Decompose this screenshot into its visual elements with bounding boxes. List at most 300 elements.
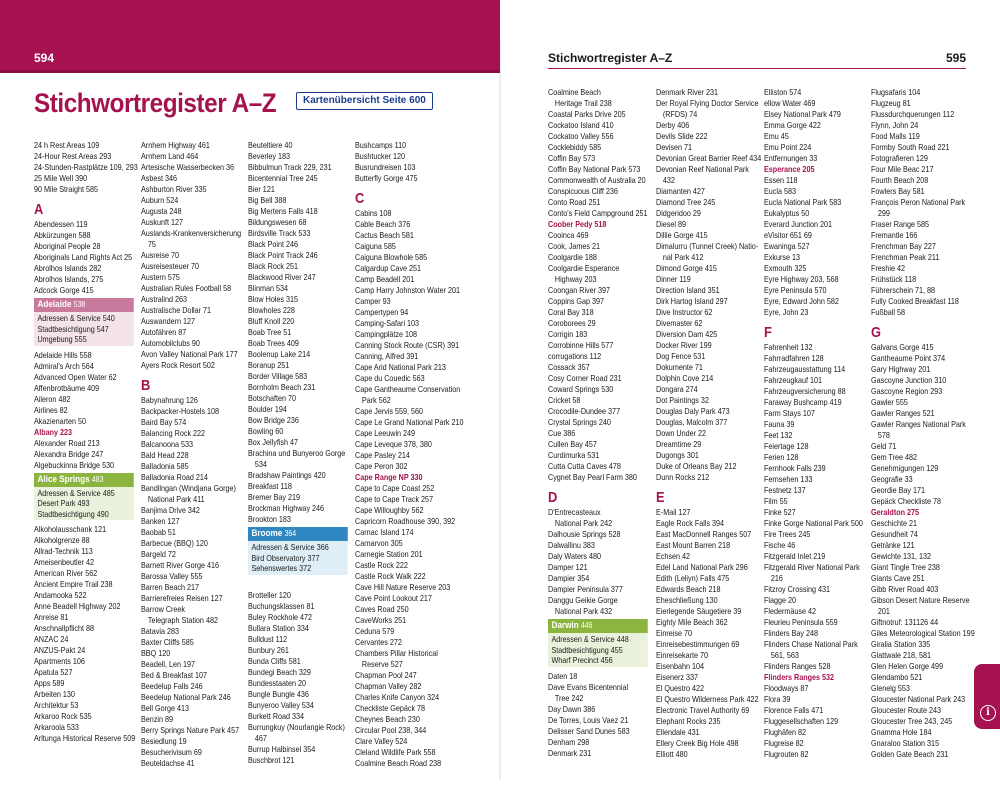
index-entry[interactable]: Exmouth 325 [764,263,807,273]
index-entry[interactable]: Apps 589 [34,678,65,688]
index-entry[interactable]: Derby 406 [656,120,690,130]
index-entry[interactable]: Brotteller 120 [248,589,291,600]
index-entry[interactable]: Einreisebestimmungen 69 [656,639,740,649]
index-entry[interactable]: Devonian Reef National Park [656,164,749,174]
index-entry[interactable]: De Torres, Louis Vaez 21 [548,714,629,725]
index-entry[interactable]: Flagge 20 [764,595,797,605]
index-entry[interactable]: Circular Pool 238, 344 [355,725,427,735]
index-entry[interactable]: Allrad-Technik 113 [34,546,93,556]
index-entry[interactable]: Cactus Beach 581 [355,230,414,240]
index-entry[interactable]: Eagle Rock Falls 394 [656,518,725,528]
index-entry[interactable]: Dimond Gorge 415 [656,263,717,273]
index-subentry[interactable]: Stadtbesichtigung 455 [551,644,623,655]
index-entry[interactable]: Dreamtime 29 [656,439,702,449]
index-entry[interactable]: Eisenerz 337 [656,672,699,682]
index-entry[interactable]: Dunn Rocks 212 [656,472,710,482]
index-entry[interactable]: Flynn, John 24 [871,120,919,130]
index-entry[interactable]: Berry Springs Nature Park 457 [141,725,240,735]
index-entry[interactable]: Fluggesellschaften 129 [764,716,839,726]
index-entry[interactable]: Diesel 89 [656,219,687,229]
index-entry[interactable]: Bungle Bungle 436 [248,688,309,699]
index-entry[interactable]: Cleland Wildlife Park 558 [355,747,436,757]
index-entry[interactable]: Gesundheit 74 [871,529,918,539]
index-entry[interactable]: Auskunft 127 [141,217,184,227]
index-entry[interactable]: Burrungkuy (Nourlangie Rock) [248,721,345,732]
index-entry[interactable]: CaveWorks 251 [355,615,407,625]
index-entry[interactable]: Barrow Creek [141,604,186,614]
index-entry[interactable]: Corrobinne Hills 577 [548,340,614,350]
index-entry[interactable]: Fauna 39 [764,419,795,429]
index-entry[interactable]: Arbeiten 130 [34,689,75,699]
index-entry[interactable]: Border Village 583 [248,371,308,381]
index-entry[interactable]: Festnetz 137 [764,485,806,495]
index-entry[interactable]: Birdsville Track 533 [248,228,311,238]
index-entry[interactable]: Baobab 51 [141,527,176,537]
index-entry[interactable]: Camp Beadell 201 [355,274,415,284]
index-entry[interactable]: Bushcamps 110 [355,140,407,150]
index-entry[interactable]: Fully Cooked Breakfast 118 [871,296,959,306]
index-entry[interactable]: Dongara 274 [656,384,698,394]
index-entry[interactable]: Bed & Breakfast 107 [141,670,208,680]
index-entry[interactable]: Coroborees 29 [548,318,596,328]
index-entry[interactable]: 201 [877,606,890,616]
index-entry[interactable]: Frenchman Peak 211 [871,252,940,262]
index-entry[interactable]: Abrolhos Islands, 275 [34,274,104,284]
index-entry[interactable]: Arltunga Historical Reserve 509 [34,733,136,743]
index-entry[interactable]: Cabins 108 [355,208,392,218]
index-entry[interactable]: Ameisenbeutler 42 [34,557,95,567]
index-entry[interactable]: Gawler Ranges National Park [871,419,966,429]
index-entry[interactable]: Gem Tree 482 [871,452,918,462]
index-entry[interactable]: Exkurse 13 [764,252,801,262]
index-entry[interactable]: Balcanoona 533 [141,439,194,449]
index-entry[interactable]: Buley Rockhole 472 [248,611,313,622]
index-entry[interactable]: Avon Valley National Park 177 [141,349,238,359]
index-entry[interactable]: Fahrzeugkauf 101 [764,375,823,385]
index-entry[interactable]: Baxter Cliffs 585 [141,637,194,647]
index-entry[interactable]: Chambers Pillar Historical [355,648,438,658]
index-entry[interactable]: Fitzroy Crossing 431 [764,584,831,594]
index-entry[interactable]: Galvans Gorge 415 [871,342,934,352]
index-entry[interactable]: Fotografieren 129 [871,153,928,163]
index-entry[interactable]: Balladonia 585 [141,461,189,471]
index-entry[interactable]: Eheschließung 130 [656,595,718,605]
index-entry[interactable]: Edwards Beach 218 [656,584,721,594]
index-entry[interactable]: Reserve 527 [361,659,403,669]
index-entry[interactable]: Bier 121 [248,184,275,194]
index-subentry[interactable]: Adressen & Service 485 [37,487,115,498]
index-entry[interactable]: Gascoyne Junction 310 [871,375,947,385]
index-entry[interactable]: American River 562 [34,568,98,578]
index-entry[interactable]: Bicentennial Tree 245 [248,173,318,183]
index-entry[interactable]: Abendessen 119 [34,219,88,229]
index-entry[interactable]: Caiguna Blowhole 585 [355,252,428,262]
index-entry[interactable]: Denmark 231 [548,747,592,758]
index-entry[interactable]: Austern 575 [141,272,180,282]
index-entry[interactable]: Essen 118 [764,175,798,185]
index-entry[interactable]: Emu 45 [764,131,789,141]
index-entry[interactable]: Autofähren 87 [141,327,187,337]
index-entry[interactable]: Capricorn Roadhouse 390, 392 [355,516,456,526]
index-entry[interactable]: Glenelg 553 [871,683,910,693]
index-entry[interactable]: Cook, James 21 [548,241,601,251]
index-entry[interactable]: Airlines 82 [34,404,68,415]
index-entry[interactable]: Dugongs 301 [656,450,699,460]
index-entry[interactable]: Dot Paintings 32 [656,395,709,405]
index-entry[interactable]: Glendambo 521 [871,672,923,682]
index-entry[interactable]: Boulder 194 [248,404,287,414]
index-entry[interactable]: 24-Hour Rest Areas 293 [34,151,112,161]
index-entry[interactable]: Docker River 199 [656,340,712,350]
index-entry[interactable]: Bunbury 261 [248,644,289,655]
index-entry[interactable]: Giralia Station 335 [871,639,931,649]
index-entry[interactable]: Douglas Daly Park 473 [656,406,730,416]
index-entry[interactable]: Flussdurchquerungen 112 [871,109,955,119]
index-entry[interactable]: 534 [254,459,267,469]
index-entry[interactable]: Boranup 251 [248,360,290,370]
index-entry[interactable]: Cape Leeuwin 249 [355,428,416,438]
index-entry[interactable]: Cape Le Grand National Park 210 [355,417,464,427]
index-entry[interactable]: Big Bell 388 [248,195,287,205]
index-entry[interactable]: Feiertage 128 [764,441,809,451]
index-entry[interactable]: Park 562 [361,395,391,405]
index-entry[interactable]: Fernsehen 133 [764,474,813,484]
index-entry[interactable]: Eyre, Edward John 582 [764,296,839,306]
index-entry[interactable]: Entfernungen 33 [764,153,818,163]
index-entry[interactable]: 24-Stunden-Rastplätze 109, 293 [34,162,138,172]
index-entry[interactable]: 90 Mile Straight 585 [34,184,99,194]
index-entry[interactable]: Brockman Highway 246 [248,503,325,513]
index-subentry[interactable]: Stadtbesichtigung 490 [37,508,109,519]
index-entry[interactable]: Cape to Cape Coast 252 [355,483,435,493]
index-entry[interactable]: Finke Gorge National Park 500 [764,518,863,528]
index-entry[interactable]: Gloucester National Park 243 [871,694,966,704]
index-entry[interactable]: Brachina und Bunyeroo Gorge [248,448,346,458]
index-entry[interactable]: 25 Mile Well 390 [34,173,88,183]
index-entry[interactable]: Gloucester Route 243 [871,705,942,715]
index-entry[interactable]: Burkett Road 334 [248,710,305,721]
index-entry[interactable]: corrugations 112 [548,351,602,361]
index-entry[interactable]: Benzin 89 [141,714,174,724]
index-entry[interactable]: Bell Gorge 413 [141,703,190,713]
index-entry[interactable]: Dave Evans Bicentennial [548,681,629,692]
index-entry[interactable]: Edith (Leliyn) Falls 475 [656,573,730,583]
index-entry[interactable]: Freshie 42 [871,263,906,273]
index-entry[interactable]: Architektur 53 [34,700,79,710]
index-entry[interactable]: Alkoholausschank 121 [34,524,107,534]
index-entry[interactable]: Glattwale 218, 581 [871,650,932,660]
index-entry[interactable]: Coward Springs 530 [548,384,614,394]
index-entry[interactable]: Der Royal Flying Doctor Service [656,98,759,108]
index-entry[interactable]: Douglas, Malcolm 377 [656,417,728,427]
index-entry[interactable]: Four Mile Beac 217 [871,164,934,174]
index-entry[interactable]: Cullen Bay 457 [548,439,597,449]
index-entry[interactable]: 432 [662,175,675,185]
index-entry[interactable]: Bullara Station 334 [248,622,309,633]
map-reference-link[interactable]: Kartenübersicht Seite 600 [296,92,433,110]
index-entry[interactable]: Batavia 283 [141,626,180,636]
index-subentry[interactable]: Desert Park 493 [37,498,90,508]
index-entry[interactable]: Bowling 60 [248,426,284,436]
index-entry[interactable]: Balancing Rock 222 [141,428,206,438]
index-entry[interactable]: Box Jellyfish 47 [248,437,299,447]
index-entry[interactable]: Einreisekarte 70 [656,650,709,660]
index-entry[interactable]: Elliston 574 [764,87,802,97]
index-entry[interactable]: Bandilngan (Windjana Gorge) [141,483,236,493]
index-entry[interactable]: Bundesstaaten 20 [248,677,307,688]
index-entry[interactable]: Cape to Cape Track 257 [355,494,434,504]
index-entry[interactable]: Cave Hill Nature Reserve 203 [355,582,451,592]
index-entry[interactable]: Ancient Empire Trail 238 [34,579,113,589]
index-entry[interactable]: Boab Trees 409 [248,338,299,348]
index-entry[interactable]: Fahrenheit 132 [764,342,813,352]
index-subentry[interactable]: Adressen & Service 448 [551,634,629,644]
index-entry[interactable]: Ausreisesteuer 70 [141,261,200,271]
index-entry[interactable]: Genehmigungen 129 [871,463,939,473]
index-entry[interactable]: Glen Helen Gorge 499 [871,661,944,671]
index-entry[interactable]: Farm Stays 107 [764,408,815,418]
index-entry-highlight[interactable]: Albany 223 [34,426,73,437]
index-entry[interactable]: Commonwealth of Australia 20 [548,175,646,185]
index-entry[interactable]: Affenbrotbäume 409 [34,382,100,393]
index-entry[interactable]: Everard Junction 201 [764,219,833,229]
index-entry[interactable]: Fahrzeugversicherung 88 [764,386,846,396]
index-entry[interactable]: Getränke 121 [871,540,915,550]
index-entry[interactable]: Eisenbahn 104 [656,661,705,671]
index-entry[interactable]: Florence Falls 471 [764,705,824,715]
index-entry[interactable]: Golden Gate Beach 231 [871,749,949,759]
index-entry[interactable]: Anreise 81 [34,612,69,622]
index-entry[interactable]: Geordie Bay 171 [871,485,926,495]
index-entry[interactable]: El Questro 422 [656,683,705,693]
index-entry[interactable]: Abrolhos Islands 282 [34,263,102,273]
index-entry[interactable]: Didgeridoo 29 [656,208,701,218]
index-entry[interactable]: Diamanten 427 [656,186,705,196]
index-entry[interactable]: Coolgardie Esperance [548,263,620,273]
index-entry[interactable]: Gnamma Hole 184 [871,727,932,737]
index-entry[interactable]: Eyre, John 23 [764,307,809,317]
index-entry[interactable]: Finke 527 [764,507,796,517]
index-entry[interactable]: Bunyeroo Valley 534 [248,699,314,710]
index-entry[interactable]: Dillie Gorge 415 [656,230,708,240]
index-entry[interactable]: Cricket 58 [548,395,581,405]
index-entry[interactable]: 24 h Rest Areas 109 [34,140,100,150]
index-entry[interactable]: Bargeld 72 [141,549,176,559]
index-entry[interactable]: Elephant Rocks 235 [656,716,721,726]
index-entry[interactable]: Ferien 128 [764,452,799,462]
index-entry[interactable]: Corrigin 183 [548,329,588,339]
index-entry[interactable]: Faraway Bushcamp 419 [764,397,842,407]
index-entry[interactable]: Coral Bay 318 [548,307,594,317]
index-entry[interactable]: Balladonia Road 214 [141,472,208,482]
index-entry[interactable]: Eyre Highway 203, 568 [764,274,839,284]
index-entry[interactable]: eVisitor 651 69 [764,230,812,240]
index-entry[interactable]: Gewichte 131, 132 [871,551,932,561]
index-entry[interactable]: Campertypen 94 [355,307,409,317]
index-entry[interactable]: Castle Rock Walk 222 [355,571,426,581]
index-entry[interactable]: Giants Cave 251 [871,573,925,583]
index-entry[interactable]: Cutta Cutta Caves 478 [548,461,621,471]
index-entry[interactable]: Ceduna 579 [355,626,395,636]
index-entry[interactable]: Barren Beach 217 [141,582,200,592]
index-subentry[interactable]: Stadtbesichtigung 547 [37,323,109,334]
index-entry[interactable]: National Park 411 [147,494,205,504]
index-entry[interactable]: Giant Tingle Tree 238 [871,562,940,572]
index-entry[interactable]: Elliott 480 [656,749,688,759]
index-entry[interactable]: Conspicuous Cliff 236 [548,186,618,196]
index-entry[interactable]: Brookton 183 [248,514,291,524]
index-entry[interactable]: Cape Pasley 214 [355,450,410,460]
index-entry[interactable]: Carnarvon 305 [355,538,403,548]
index-entry[interactable]: Beuteltiere 40 [248,140,293,150]
index-entry[interactable]: Bushtucker 120 [355,151,406,161]
index-entry[interactable]: Emma Gorge 422 [764,120,821,130]
index-entry[interactable]: Dampier 354 [548,573,590,583]
index-entry[interactable]: Delisser Sand Dunes 583 [548,725,630,736]
index-entry[interactable]: Damper 121 [548,562,588,572]
index-entry[interactable]: Flinders Chase National Park [764,639,858,649]
index-entry[interactable]: Boab Tree 51 [248,327,292,337]
index-entry[interactable]: Echsen 42 [656,551,691,561]
index-entry[interactable]: Alexander Road 213 [34,437,100,448]
index-entry[interactable]: National Park 432 [554,606,613,616]
index-entry[interactable]: Cape Jervis 559, 560 [355,406,424,416]
index-entry[interactable]: Ayers Rock Resort 502 [141,360,215,370]
index-entry[interactable]: Banjima Drive 342 [141,505,200,515]
index-entry[interactable]: Admiral's Arch 564 [34,360,94,371]
index-entry[interactable]: Cockatoo Valley 556 [548,131,614,141]
index-entry[interactable]: Beverley 183 [248,151,291,161]
index-entry[interactable]: Cosy Corner Road 231 [548,373,622,383]
index-entry[interactable]: Coastal Parks Drive 205 [548,109,626,119]
index-entry-highlight[interactable]: Coober Pedy 518 [548,219,607,229]
index-entry[interactable]: Apatula 527 [34,667,73,677]
index-entry[interactable]: Black Point Track 246 [248,250,318,260]
index-entry[interactable]: Day Dawn 386 [548,703,596,714]
index-entry[interactable]: nal Park 412 [662,252,704,262]
index-entry[interactable]: Bunda Cliffs 581 [248,655,301,666]
index-entry[interactable]: Blackwood River 247 [248,272,316,282]
index-entry[interactable]: Flora 39 [764,694,791,704]
index-entry[interactable]: Emu Point 224 [764,142,812,152]
index-entry[interactable]: Bornholm Beach 231 [248,382,316,392]
index-entry-highlight[interactable]: Cape Range NP 330 [355,472,423,482]
index-subentry[interactable]: Sehenswertes 372 [251,563,312,573]
index-entry[interactable]: Fire Trees 245 [764,529,811,539]
index-entry[interactable]: Arkaroola 533 [34,722,79,732]
index-entry[interactable]: Gepäck Checkliste 78 [871,496,942,506]
index-entry[interactable]: Coalmine Beach [548,87,601,97]
index-entry[interactable]: Australind 263 [141,294,188,304]
index-entry[interactable]: Anschnallpflicht 88 [34,623,95,633]
index-entry[interactable]: Devonian Great Barrier Reef 434 [656,153,762,163]
index-entry[interactable]: Augusta 248 [141,206,182,216]
index-entry[interactable]: Anne Beadell Highway 202 [34,601,121,611]
index-entry[interactable]: Automobilclubs 90 [141,338,200,348]
index-entry[interactable]: Ausreise 70 [141,250,180,260]
index-entry[interactable]: Bildungswesen 68 [248,217,307,227]
index-entry[interactable]: Blinman 534 [248,283,289,293]
index-entry[interactable]: Cave Point Lookout 217 [355,593,432,603]
index-entry[interactable]: Checkliste Gepäck 78 [355,703,426,713]
index-entry[interactable]: Cervantes 272 [355,637,402,647]
index-entry[interactable]: Coffin Bay National Park 573 [548,164,641,174]
index-entry[interactable]: Cape Peron 302 [355,461,408,471]
index-entry[interactable]: Cooinca 469 [548,230,589,240]
index-entry[interactable]: Banken 127 [141,516,180,526]
index-entry[interactable]: (RFDS) 74 [662,109,698,119]
index-entry[interactable]: Beuteldachse 41 [141,758,195,768]
index-entry[interactable]: Edel Land National Park 296 [656,562,748,572]
index-entry[interactable]: Arkaroo Rock 535 [34,711,92,721]
index-entry[interactable]: Ashburton River 335 [141,184,207,194]
index-entry[interactable]: Eierlegende Säugetiere 39 [656,606,742,616]
index-entry[interactable]: Fische 46 [764,540,796,550]
index-entry[interactable]: Aileron 482 [34,393,71,404]
index-entry[interactable]: Gantheaume Point 374 [871,353,946,363]
index-entry[interactable]: Charles Knife Canyon 324 [355,692,440,702]
index-entry[interactable]: Australian Rules Football 58 [141,283,232,293]
index-entry[interactable]: Gary Highway 201 [871,364,931,374]
index-entry[interactable]: Cape Willoughby 562 [355,505,424,515]
index-entry[interactable]: Elsey National Park 479 [764,109,841,119]
index-entry[interactable]: Flughäfen 82 [764,727,807,737]
index-entry[interactable]: Geld 71 [871,441,897,451]
index-entry[interactable]: ANZUS-Pakt 24 [34,645,86,655]
index-entry[interactable]: Alexandra Bridge 247 [34,448,104,459]
index-entry-highlight[interactable]: Esperance 205 [764,164,815,174]
index-entry[interactable]: Film 55 [764,496,788,506]
index-entry[interactable]: Dalhousie Springs 528 [548,529,621,539]
index-entry[interactable]: Flugsafaris 104 [871,87,921,97]
index-entry[interactable]: Bundegi Beach 329 [248,666,311,677]
index-entry[interactable]: Canning, Alfred 391 [355,351,419,361]
index-entry[interactable]: Cape du Couedic 563 [355,373,425,383]
index-entry[interactable]: Ewaninga 527 [764,241,810,251]
index-entry[interactable]: Arnhem Land 464 [141,151,199,161]
index-subentry[interactable]: Wharf Precinct 456 [551,655,613,665]
index-entry[interactable]: Alkoholgrenze 88 [34,535,90,545]
index-entry[interactable]: Divemaster 62 [656,318,703,328]
index-entry[interactable]: Fremantle 166 [871,230,918,240]
index-entry[interactable]: Bremer Bay 219 [248,492,301,502]
index-entry[interactable]: Cape Gantheaume Conservation [355,384,461,394]
index-entry[interactable]: Andamooka 522 [34,590,87,600]
index-entry[interactable]: Dolphin Cove 214 [656,373,714,383]
index-entry[interactable]: Asbest 346 [141,173,178,183]
index-entry[interactable]: Australische Dollar 71 [141,305,212,315]
index-entry[interactable]: Flugrouten 82 [764,749,809,759]
index-entry[interactable]: Denham 298 [548,736,590,747]
index-entry[interactable]: Eukalyptus 50 [764,208,810,218]
index-entry[interactable]: 467 [254,732,267,743]
index-entry[interactable]: Campingplätze 108 [355,329,418,339]
index-entry[interactable]: Coolgardie 188 [548,252,597,262]
index-entry[interactable]: Eighty Mile Beach 362 [656,617,728,627]
index-entry[interactable]: Arnhem Highway 461 [141,140,210,150]
index-entry[interactable]: Aboriginals Land Rights Act 25 [34,252,133,262]
index-entry[interactable]: Eucla National Park 583 [764,197,842,207]
index-entry[interactable]: Highway 203 [554,274,597,284]
index-entry[interactable]: Baird Bay 574 [141,417,187,427]
index-entry[interactable]: Cockatoo Island 410 [548,120,614,130]
index-entry[interactable]: Abkürzungen 588 [34,230,91,240]
index-entry[interactable]: National Park 242 [554,518,613,528]
index-entry[interactable]: Gascoyne Region 293 [871,386,943,396]
index-entry[interactable]: Telegraph Station 482 [147,615,218,625]
index-entry[interactable]: Formby South Road 221 [871,142,950,152]
index-entry[interactable]: Besucherivisum 69 [141,747,202,757]
